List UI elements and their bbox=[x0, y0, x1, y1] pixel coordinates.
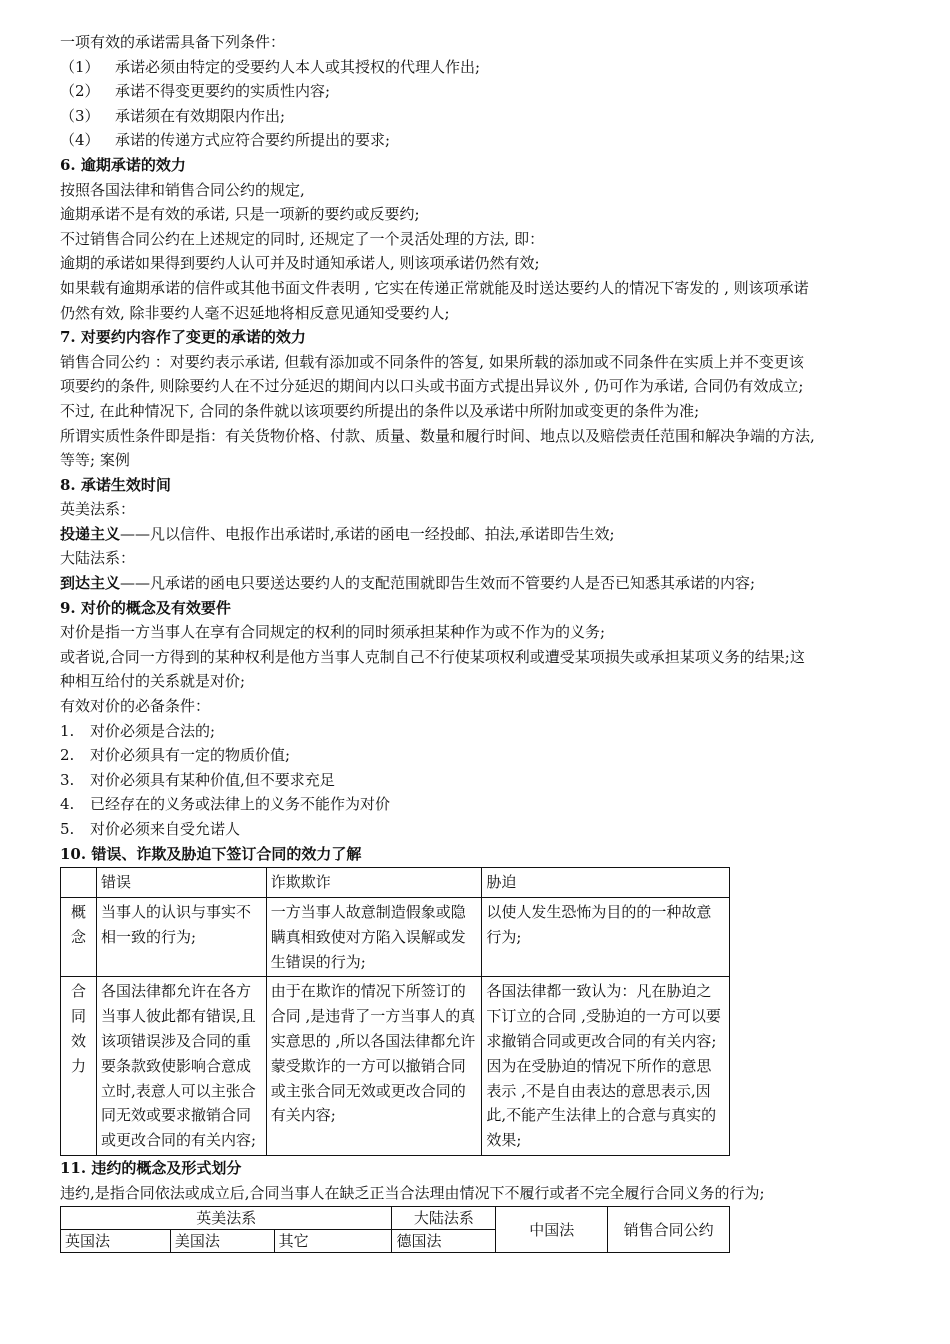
table-header-row bbox=[61, 1207, 730, 1230]
section-7-line: 等等; 案例 bbox=[60, 451, 130, 470]
document-page bbox=[60, 30, 895, 1253]
table-cell: 德国法 bbox=[392, 1230, 496, 1253]
section-6-line: 按照各国法律和销售合同公约的规定, bbox=[60, 180, 305, 199]
list-item: 1. 对价必须是合法的; bbox=[60, 721, 216, 740]
section-7-line: 所谓实质性条件即是指：有关货物价格、付款、质量、数量和履行时间、地点以及赔偿责任范围和解决争端的方法, bbox=[60, 426, 815, 445]
section-6-line: 逾期的承诺如果得到要约人认可并及时通知承诺人, 则该项承诺仍然有效; bbox=[60, 254, 540, 273]
conditions-list bbox=[60, 55, 895, 153]
intro-line: 一项有效的承诺需具备下列条件： bbox=[60, 33, 286, 51]
list-item: 3. 对价必须具有某种价值,但不要求充足 bbox=[60, 770, 335, 789]
condition-item: （3） 承诺须在有效期限内作出; bbox=[60, 106, 286, 125]
section-11-line: 违约,是指合同依法或成立后,合同当事人在缺乏正当合法理由情况下不履行或者不完全履行合同义务的行为; bbox=[60, 1183, 765, 1202]
table-header-cell bbox=[61, 868, 97, 898]
table-cell: 英国法 bbox=[61, 1230, 171, 1253]
section-9-line: 种相互给付的关系就是对价; bbox=[60, 672, 246, 691]
table-row bbox=[61, 897, 730, 976]
section-8-heading: 8. 承诺生效时间 bbox=[60, 475, 171, 494]
section-6-line: 逾期承诺不是有效的承诺, 只是一项新的要约或反要约; bbox=[60, 205, 420, 224]
section-7-line: 项要约的条件, 则除要约人在不过分延迟的期间内以口头或书面方式提出异议外 , 仍可作为承诺, 合同仍有效成立; bbox=[60, 377, 804, 396]
civil-law-label: 大陆法系： bbox=[60, 549, 136, 568]
arrival-rule-term: 到达主义 bbox=[60, 574, 121, 593]
table-cell: 一方当事人故意制造假象或隐瞒真相致使对方陷入误解或发生错误的行为; bbox=[266, 897, 482, 976]
breach-forms-table bbox=[60, 1206, 730, 1253]
table-cell: 其它 bbox=[274, 1230, 392, 1253]
table-cell: 美国法 bbox=[170, 1230, 274, 1253]
list-item: 4. 已经存在的义务或法律上的义务不能作为对价 bbox=[60, 795, 391, 814]
chinese-law-header: 中国法 bbox=[496, 1207, 608, 1253]
table-cell: 由于在欺诈的情况下所签订的合同 ,是违背了一方当事人的真实意思的 ,所以各国法律都允许蒙受欺诈的一方可以撤销合同或主张合同无效或更改合同的有关内容; bbox=[266, 977, 482, 1156]
condition-item: （1） 承诺必须由特定的受要约人本人或其授权的代理人作出; bbox=[60, 57, 481, 76]
list-item: 2. 对价必须具有一定的物质价值; bbox=[60, 746, 291, 765]
arrival-rule-line bbox=[60, 571, 895, 596]
mailbox-rule-line bbox=[60, 522, 895, 547]
section-6-line: 不过销售合同公约在上述规定的同时, 还规定了一个灵活处理的方法, 即： bbox=[60, 229, 545, 248]
table-cell: 各国法律都一致认为：凡在胁迫之下订立的合同 ,受胁迫的一方可以要求撤销合同或更改合同的有关内容;因为在受胁迫的情况下所作的意思表示 ,不是自由表达的意思表示,因此,不能产生法律上的合意与真实的效果; bbox=[482, 977, 730, 1156]
section-7-heading: 7. 对要约内容作了变更的承诺的效力 bbox=[60, 328, 306, 347]
row-label: 概念 bbox=[61, 897, 97, 976]
condition-item: （2） 承诺不得变更要约的实质性内容; bbox=[60, 82, 331, 101]
section-9-line: 或者说,合同一方得到的某种权利是他方当事人克制自己不行使某项权利或遭受某项损失或承担某项义务的结果;这 bbox=[60, 647, 805, 666]
arrival-rule-text: ——凡承诺的函电只要送达要约人的支配范围就即告生效而不管要约人是否已知悉其承诺的内容; bbox=[120, 574, 756, 593]
mailbox-rule-term: 投递主义 bbox=[60, 524, 121, 543]
table-cell: 以使人发生恐怖为目的的一种故意行为; bbox=[482, 897, 730, 976]
section-6-line: 如果载有逾期承诺的信件或其他书面文件表明 , 它实在传递正常就能及时送达要约人的情况下寄发的 , 则该项承诺 bbox=[60, 278, 809, 297]
table-cell: 当事人的认识与事实不相一致的行为; bbox=[96, 897, 266, 976]
list-item: 5. 对价必须来自受允诺人 bbox=[60, 820, 241, 838]
section-7-line: 销售合同公约 ：对要约表示承诺, 但载有添加或不同条件的答复, 如果所载的添加或不同条件在实质上并不变更该 bbox=[60, 352, 804, 371]
table-header-cell: 诈欺欺诈 bbox=[266, 868, 482, 898]
section-9-line: 对价是指一方当事人在享有合同规定的权利的同时须承担某种作为或不作为的义务; bbox=[60, 623, 606, 642]
table-row bbox=[61, 977, 730, 1156]
anglo-american-label: 英美法系： bbox=[60, 500, 136, 519]
cisg-header: 销售合同公约 bbox=[608, 1207, 730, 1253]
row-label: 合同效力 bbox=[61, 977, 97, 1156]
section-9-line: 有效对价的必备条件： bbox=[60, 697, 211, 716]
table-header-cell: 胁迫 bbox=[482, 868, 730, 898]
contract-validity-table bbox=[60, 867, 730, 1156]
table-header-cell: 错误 bbox=[96, 868, 266, 898]
consideration-list bbox=[60, 719, 895, 842]
section-10-heading: 10. 错误、诈欺及胁迫下签订合同的效力了解 bbox=[60, 844, 362, 863]
mailbox-rule-text: ——凡以信件、电报作出承诺时,承诺的函电一经投邮、拍法,承诺即告生效; bbox=[120, 524, 615, 543]
section-9-heading: 9. 对价的概念及有效要件 bbox=[60, 598, 231, 617]
civil-law-header: 大陆法系 bbox=[392, 1207, 496, 1230]
section-11-heading: 11. 违约的概念及形式划分 bbox=[60, 1158, 242, 1177]
anglo-american-header: 英美法系 bbox=[61, 1207, 392, 1230]
section-6-line: 仍然有效, 除非要约人毫不迟延地将相反意见通知受要约人; bbox=[60, 303, 450, 322]
table-cell: 各国法律都允许在各方当事人彼此都有错误,且该项错误涉及合同的重要条款致使影响合意成立时,表意人可以主张合同无效或要求撤销合同或更改合同的有关内容; bbox=[96, 977, 266, 1156]
condition-item: （4） 承诺的传递方式应符合要约所提出的要求; bbox=[60, 131, 391, 150]
table-header-row bbox=[61, 868, 730, 898]
section-7-line: 不过, 在此种情况下, 合同的条件就以该项要约所提出的条件以及承诺中所附加或变更的条件为准; bbox=[60, 401, 700, 420]
section-6-heading: 6. 逾期承诺的效力 bbox=[60, 155, 186, 174]
